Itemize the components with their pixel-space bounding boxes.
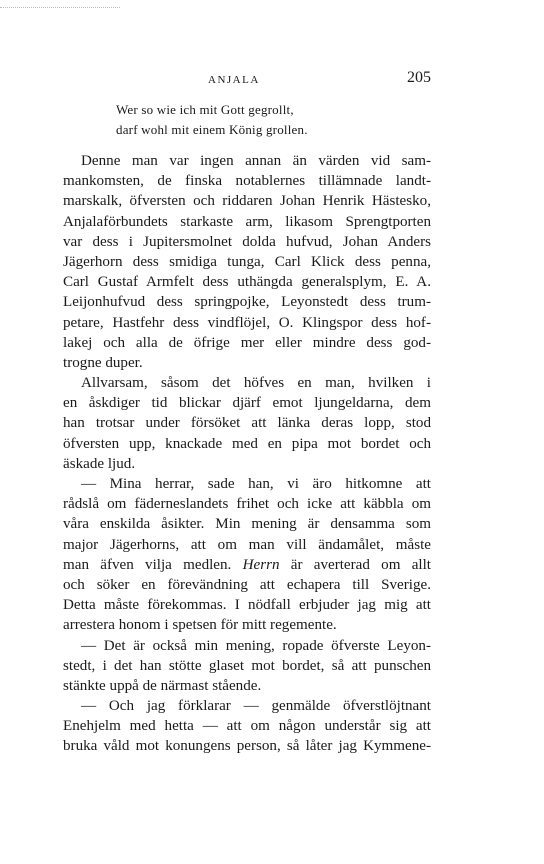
text-line: han trotsar under försöket att länka deras lopp, stod (63, 415, 431, 432)
text-line: — Det är också min mening, ropade öfverste Leyon- (81, 637, 431, 654)
text-line: stedt, i det han stötte glaset mot bordet, så att punschen (63, 657, 431, 674)
text-line: och söker en förevändning att echapera till Sverige. (63, 576, 431, 593)
italic-word: Herrn (242, 556, 280, 573)
text-line: marskalk, öfversten och riddaren Johan Henrik Hästesko, (63, 193, 431, 210)
text-line: Allvarsam, såsom det höfves en man, hvilken i (81, 375, 431, 392)
text-line: petare, Hastfehr dess vindflöjel, O. Klingspor dess hof- (63, 314, 431, 331)
text-line: våra enskilda åsikter. Min mening är densamma som (63, 516, 431, 533)
text-line: man äfven vilja medlen. Herrn är averterad om allt (63, 556, 431, 573)
scan-edge-marks (0, 7, 120, 10)
text-line: äskade ljud. (63, 455, 136, 472)
text-line: Detta måste förekommas. I nödfall erbjuder jag mig att (63, 597, 431, 614)
text-line: mankomsten, de finska notablernes tillämnade landt- (63, 173, 431, 190)
epigraph-line: Wer so wie ich mit Gott gegrollt, (116, 102, 294, 117)
text-line: trogne duper. (63, 354, 143, 371)
epigraph (116, 100, 308, 140)
text-line: major Jägerhorns, att om man vill ändamålet, måste (63, 536, 431, 553)
text-line: arrestera honom i spetsen för mitt regemente. (63, 617, 337, 634)
body-text (63, 151, 431, 757)
text-line: var dess i Jupitersmolnet dolda hufvud, Johan Anders (63, 233, 431, 250)
text-line: en åskdiger tid blickar djärf emot ljungeldarna, dem (63, 395, 431, 412)
running-title: ANJALA (208, 74, 260, 86)
text-line: bruka våld mot konungens person, så låter jag Kymmene- (63, 738, 431, 755)
text-line: lakej och alla de öfrige mer eller mindre dess god- (63, 334, 431, 351)
text-line: Jägerhorn dess smidiga tunga, Carl Klick dess penna, (63, 253, 431, 270)
text-line: Leijonhufvud dess springpojke, Leyonstedt dess trum- (63, 294, 431, 311)
text-line: Anjalaförbundets starkaste arm, likasom Sprengtporten (63, 213, 431, 230)
epigraph-line: darf wohl mit einem König grollen. (116, 122, 308, 137)
text-line: Denne man var ingen annan än värden vid sam- (81, 153, 431, 169)
page-number: 205 (407, 69, 431, 86)
running-header (62, 68, 434, 92)
text-line: stänkte uppå de närmast stående. (63, 677, 262, 694)
text-line: öfversten upp, knackade med en pipa mot bordet och (63, 435, 431, 452)
text-line: Carl Gustaf Armfelt dess uthängda generalsplym, E. A. (63, 274, 431, 291)
text-line: — Och jag förklarar — genmälde öfverstlöjtnant (81, 698, 431, 715)
text-line: rådslå om fäderneslandets frihet och icke att käbbla om (63, 496, 431, 513)
text-line: — Mina herrar, sade han, vi äro hitkomne att (81, 476, 431, 492)
text-line: Enehjelm med hetta — att om någon understår sig att (63, 718, 431, 735)
